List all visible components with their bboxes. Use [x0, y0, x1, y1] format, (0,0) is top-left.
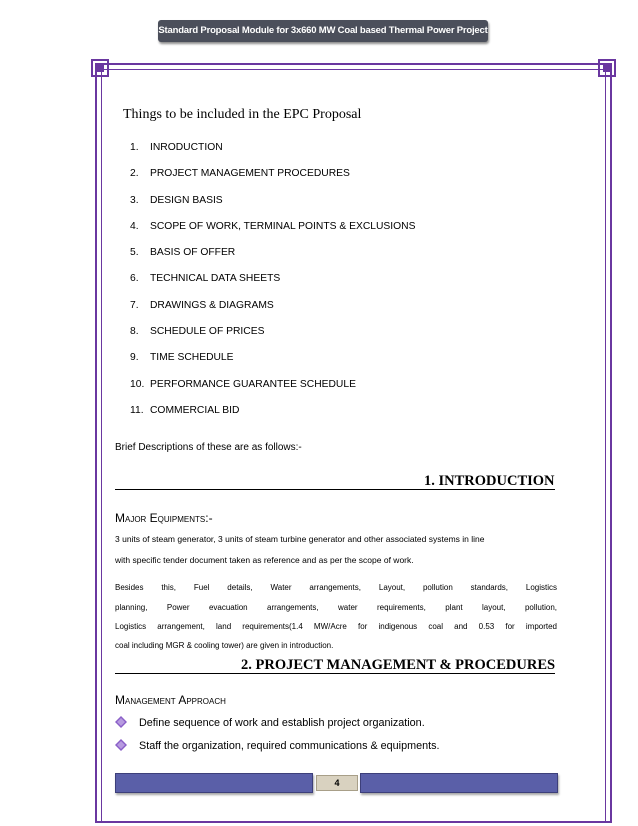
list-item: 10. PERFORMANCE GUARANTEE SCHEDULE: [130, 378, 356, 390]
intro-line: 3 units of steam generator, 3 units of steam turbine generator and other associated systems in line: [115, 534, 485, 544]
purple-diamond-bullet-icon: [115, 716, 127, 728]
list-item: 6. TECHNICAL DATA SHEETS: [130, 273, 281, 285]
purple-diamond-bullet-icon: [115, 739, 127, 751]
footer-bar-left: [115, 773, 313, 793]
bullet-item: Staff the organization, required communications & equipments.: [115, 739, 439, 752]
contents-list: [130, 141, 415, 430]
section-title: Things to be included in the EPC Proposal: [123, 107, 362, 122]
list-item: 8. SCHEDULE OF PRICES: [130, 326, 265, 338]
intro-paragraph-line: coal including MGR & cooling tower) are given in introduction.: [115, 641, 334, 650]
document-header: Standard Proposal Module for 3x660 MW Coal based Thermal Power Project: [158, 20, 488, 42]
footer-bar-right: [360, 773, 558, 793]
intro-paragraph-line: planning, Power evacuation arrangements, water requirements, plant layout, pollution,: [115, 603, 557, 612]
intro-line: with specific tender document taken as reference and as per the scope of work.: [115, 555, 414, 565]
list-item: 3. DESIGN BASIS: [130, 194, 223, 206]
brief-description-intro: Brief Descriptions of these are as follows:-: [115, 442, 302, 453]
frame-corner-ornament-icon: [598, 59, 616, 77]
management-approach-subheading: Management Approach: [115, 693, 226, 707]
frame-corner-ornament-icon: [91, 59, 109, 77]
page-number: 4: [316, 775, 358, 791]
introduction-heading: 1. INTRODUCTION: [424, 473, 555, 489]
list-item: 9. TIME SCHEDULE: [130, 352, 234, 364]
list-item: 1. INRODUCTION: [130, 142, 223, 153]
list-item: 4. SCOPE OF WORK, TERMINAL POINTS & EXCLUSIONS: [130, 220, 416, 232]
intro-paragraph-line: Logistics arrangement, land requirements(1.4 MW/Acre for indigenous coal and 0.53 for imported: [115, 622, 557, 631]
list-item: 11. COMMERCIAL BID: [130, 404, 240, 416]
intro-paragraph-line: Besides this, Fuel details, Water arrangements, Layout, pollution standards, Logistics: [115, 583, 557, 592]
bullet-item: Define sequence of work and establish project organization.: [115, 716, 425, 729]
list-item: 7. DRAWINGS & DIAGRAMS: [130, 299, 274, 311]
list-item: 5. BASIS OF OFFER: [130, 247, 236, 259]
list-item: 2. PROJECT MANAGEMENT PROCEDURES: [130, 168, 350, 180]
major-equipments-subheading: Major Equipments:-: [115, 511, 213, 525]
project-management-heading: 2. PROJECT MANAGEMENT & PROCEDURES: [241, 657, 556, 673]
